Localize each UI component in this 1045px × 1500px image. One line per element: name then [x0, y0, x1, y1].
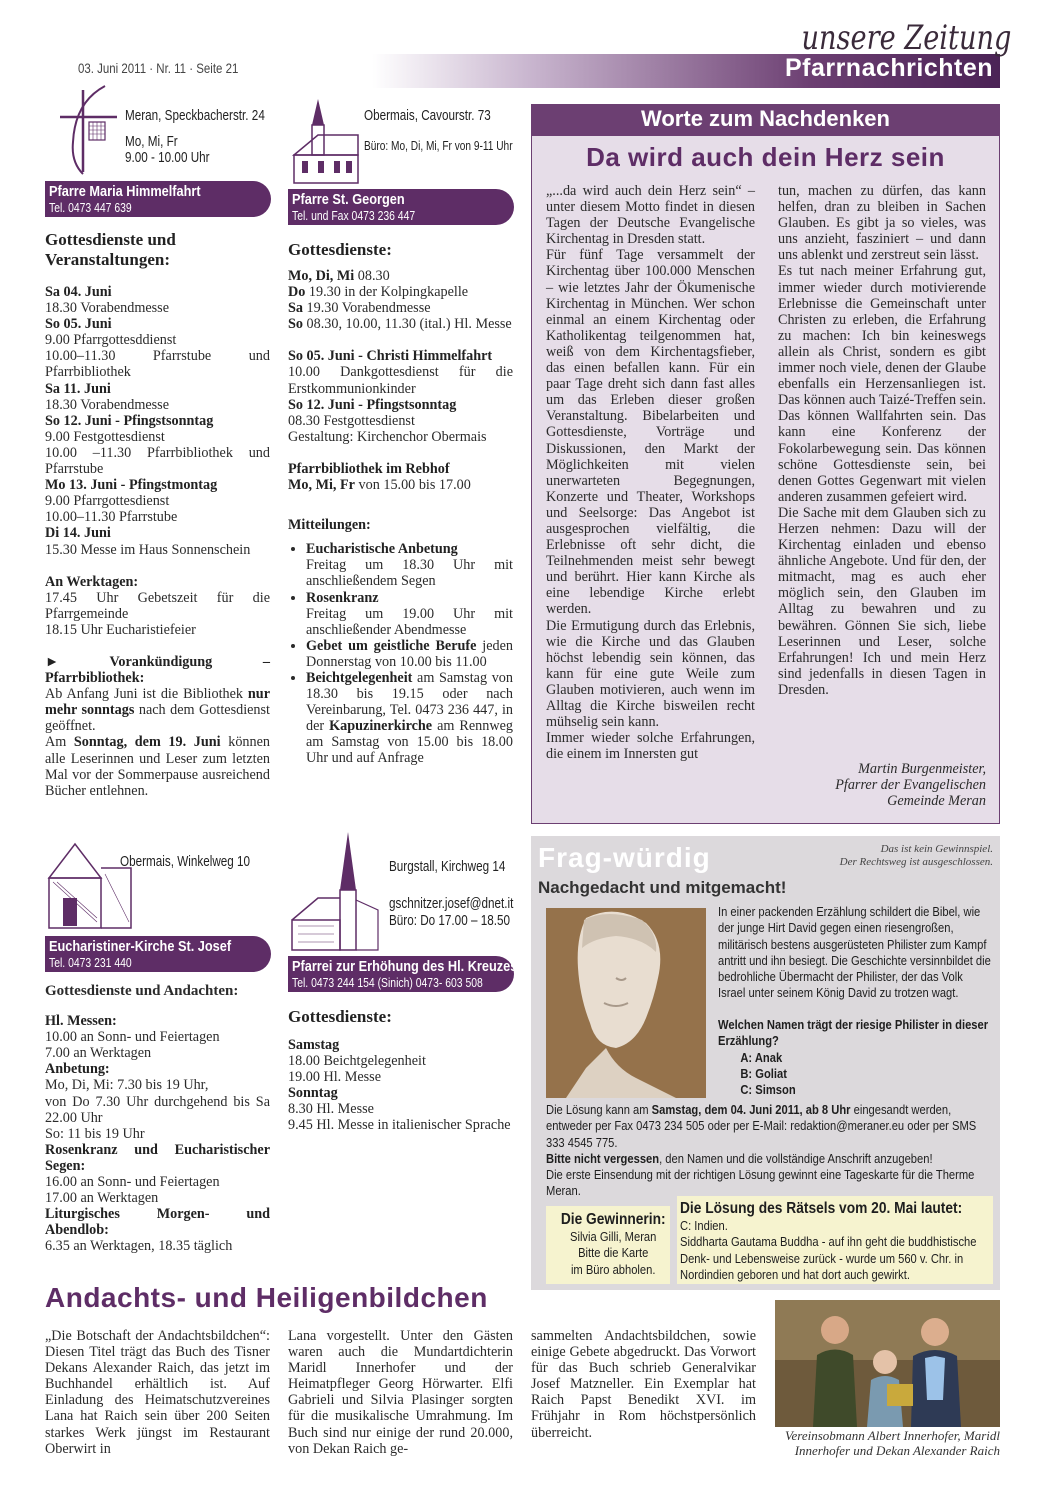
worte-paragraph: Immer wieder solche Erfahrungen, die einem im Innersten gut — [546, 730, 755, 763]
article-column-2: Lana vorgestellt. Unter den Gästen waren auch die Mundartdichterin Maridl Innerhofer und der Heimatpfleger Georg Hörwarter. Elfi Gabrieli und Silvia Plasinger sorgten für die musikalische Umrahmung. Im Buch sind nur einige der rund 20.000, von Dekan Raich ge- — [288, 1328, 513, 1457]
parish1-tel: Tel. 0473 447 639 — [49, 200, 132, 215]
answer-c: C: Simson — [740, 1082, 796, 1098]
parish2-schedule: Gottesdienste: Mo, Di, Mi 08.30 Do 19.30 in der Kolpingkapelle Sa 19.30 Vorabendmesse So 08.30, 10.00, 11.30 (ital.) Hl. Messe So 05. Juni - Christi Himmelfahrt 10.00 Dankgottesdienst für die Erstkommunionkinder So 12. Juni - Pfingstsonntag 08.30 Festgottesdienst Gestaltung: Kirchenchor Obermais Pfarrbibliothek im Rebhof Mo, Mi, Fr von 15.00 bis 17.00 Mitteilungen: • Eucharistische Anbetung Freitag um 18.30 Uhr mit anschließendem Segen • Rosenkranz Freitag um 19.00 Uhr mit anschließender Abendmesse • Gebet um geistliche Berufe jeden Donnerstag von 10.00 bis 11.00 • Beichtgelegenheit am Samstag von 18.30 bis 19.15 oder nach Vereinbarung, Tel. 0473 236 447, in der Kapuzinerkirche am Rennweg am Samstag von 15.00 bis 18.00 Uhr und auf Anfrage — [288, 240, 513, 767]
schedule-entry-text: 10.00 an Sonn- und Feiertagen 7.00 an Werktagen — [45, 1029, 220, 1062]
parish2-hours: Büro: Mo, Di, Mi, Fr von 9-11 Uhr — [364, 138, 513, 153]
parish1-name-bar — [45, 181, 271, 217]
parish4-tel: Tel. 0473 244 154 (Sinich) 0473- 603 508 — [292, 975, 483, 990]
frag-subtitle: Nachgedacht und mitgemacht! — [538, 878, 787, 897]
frag-solution-info: Die Lösung kann am Samstag, dem 04. Juni 2011, ab 8 Uhr eingesandt werden, entweder per Fax 0473 234 505 oder per E-Mail: redaktion@meraner.eu oder per SMS 333 4545 775. Bitte nicht vergessen, den Namen und die vollständige Anschrift anzugeben! Die erste Einsendung mit der richtigen Lösung gewinnt eine Tageskarte für die Therme Meran. — [546, 1102, 977, 1199]
worte-column-2 — [778, 183, 986, 698]
newspaper-logo: unsere Zeitung — [801, 18, 1011, 58]
parish3-schedule: Gottesdienste und Andachten: Hl. Messen: 10.00 an Sonn- und Feiertagen 7.00 an Werktagen Anbetung: Mo, Di, Mi: 7.30 bis 19 Uhr, von Do 7.30 Uhr durchgehend bis Sa 22.00 Uhr So: 11 bis 19 Uhr Rosenkranz und Eucharistischer Segen: 16.00 an Sonn- und Feiertagen 17.00 an Werktagen Liturgisches Morgen- und Abendlob: 6.35 an Werktagen, 18.35 täglich — [45, 983, 270, 1255]
parish2-name: Pfarre St. Georgen — [292, 191, 405, 208]
mitteilung-item: • Rosenkranz Freitag um 19.00 Uhr mit anschließender Abendmesse — [306, 590, 513, 638]
schedule-entry-text: 18.00 Beichtgelegenheit 19.00 Hl. Messe — [288, 1053, 426, 1086]
worte-paragraph: Es tut nach meiner Erfahrung gut, immer wieder durch motivierende Erlebnisse die Gemeinschaft unter Christen zu erleben, die Erfahrung zu machen: Ich bin keineswegs allein als Christ, sondern es gibt immer noch viele, denen der Glaube ebenfalls ein Herzensanliegen ist. Das können auch Taizé-Treffen sein. Das können Wallfahrten sein. Das kann eine Konferenz der Fokolarbewegung sein. Das können schöne Gottesdienste sein, bei denen Gottes Gegenwart mit vielen anderen zusammen gefeiert wird. — [778, 263, 986, 505]
schedule-entry-text: 9.00 Festgottesdienst 10.00 –11.30 Pfarrbibliothek und Pfarrstube — [45, 428, 270, 478]
worte-paragraph: Die Sache mit dem Glauben sich zu Herzen nehmen: Dazu will der Kirchentag einladen und ebenso ähnliche Angebote. Und für den, der mitmacht, mag es auch eher möglich sein, den Glauben im Alltag zu bewahren und zu bewähren. Gönnen Sie sich, liebe Leserinnen und Leser, solche Erfahrungen! Ich und mein Herz sind jedenfalls in diesen Tagen in Dresden. — [778, 504, 986, 698]
answer-a: A: Anak — [740, 1049, 783, 1065]
church-hl-kreuz-icon — [288, 830, 380, 954]
cross-logo — [55, 82, 125, 176]
parish2-name-bar — [288, 189, 514, 225]
worte-paragraph: Für fünf Tage versammelt der Kirchentag über 100.000 Menschen – wie letztes Jahr der Ökumenische Kirchentag in München. Wer schon einmal an einem Kirchentag oder Katholikentag teilgenommen hat, weiß von dem Kirchentagsfieber, das einen befallen kann. Für ein paar Tage dreht sich dann fast alles um das Erleben dieser großen Veranstaltung. Bibelarbeiten und Gottesdienste, Vorträge und Diskussionen, den Markt der Möglichkeiten mit vielen unerwarteten Begegnungen, Konzerte und Theater, Workshops und Seelsorge: Das Angebot ist ausgesprochen vielfältig, die Erlebnisse oft sehr dicht, die Teilnehmenden meist sehr bewegt und berührt. Hier kann Kirche als eine lebendige Kirche erlebt werden. — [546, 247, 755, 618]
parish3-tel: Tel. 0473 231 440 — [49, 955, 132, 970]
schedule-entry-title: Sonntag — [288, 1085, 338, 1102]
schedule-entry-text: 6.35 an Werktagen, 18.35 täglich — [45, 1238, 233, 1255]
mitteilung-item: • Gebet um geistliche Berufe jeden Donnerstag von 10.00 bis 11.00 — [306, 638, 513, 670]
parish4-name-bar — [288, 956, 518, 992]
photo-caption: Vereinsobmann Albert Innerhofer, Maridl Innerhofer und Dekan Alexander Raich — [785, 1428, 1000, 1458]
schedule-entry-title: So 12. Juni - Pfingstsonntag — [45, 412, 214, 429]
worte-bar-title: Worte zum Nachdenken — [641, 106, 890, 131]
parish3-name-bar — [45, 936, 271, 972]
schedule-entry-title: Hl. Messen: — [45, 1013, 117, 1030]
worte-column-1 — [546, 183, 755, 762]
article-photo — [775, 1300, 1000, 1427]
parish4-schedule: Gottesdienste: Samstag 18.00 Beichtgelegenheit 19.00 Hl. Messe Sonntag 8.30 Hl. Messe 9.45 Hl. Messe in italienischer Sprache — [288, 1007, 513, 1134]
frag-question: Welchen Namen trägt der riesige Philister in dieser Erzählung? A: Anak B: Goliat C: Simson — [718, 1017, 993, 1098]
schedule-entry-text: 9.00 Pfarrgottesddienst 10.00–11.30 Pfarrstube und Pfarrbibliothek — [45, 332, 270, 381]
solution-note: Die Lösung des Rätsels vom 20. Mai lautet: C: Indien. Siddharta Gautama Buddha - auf ihn geht die buddhistische Denk- und Lebensweise zurück - wurde um 560 v. Chr. in Nordindien geboren und hat dort auch gewirkt. — [677, 1196, 993, 1284]
parish4-address: Burgstall, Kirchweg 14 — [389, 858, 506, 875]
parish1-schedule: Sa 04. Juni 18.30 Vorabendmesse So 05. Juni 9.00 Pfarrgottesddienst 10.00–11.30 Pfarrstube und Pfarrbibliothek Sa 11. Juni 18.30 Vorabendmesse So 12. Juni - Pfingstsonntag 9.00 Festgottesdienst 10.00 –11.30 Pfarrbibliothek und Pfarrstube Mo 13. Juni - Pfingstmontag 9.00 Pfarrgottesdienst 10.00–11.30 Pfarrstube Di 14. Juni 15.30 Messe im Haus Sonnenschein An Werktagen: 17.45 Uhr Gebetszeit für die Pfarrgemeinde 18.15 Uhr Eucharistiefeier ► Vorankündigung – Pfarrbibliothek: Ab Anfang Juni ist die Bibliothek nur mehr sonntags nach dem Gottesdienst geöffnet. Am Sonntag, dem 19. Juni können alle Leserinnen und Leser zum letzten Mal vor der Sommerpause ausreichend Bücher entlehnen. — [45, 284, 271, 799]
parish3-address: Obermais, Winkelweg 10 — [120, 853, 251, 870]
parish1-name: Pfarre Maria Himmelfahrt — [49, 183, 201, 200]
schedule-entry-title: So 05. Juni — [45, 316, 112, 333]
parish2-tel: Tel. und Fax 0473 236 447 — [292, 208, 416, 223]
schedule-entry-text: Mo, Di, Mi: 7.30 bis 19 Uhr, von Do 7.30 Uhr durchgehend bis Sa 22.00 Uhr So: 11 bis 19 Uhr — [45, 1077, 270, 1142]
schedule-entry-text: 18.30 Vorabendmesse — [45, 396, 169, 413]
mitteilung-item: • Eucharistische Anbetung Freitag um 18.30 Uhr mit anschließendem Segen — [306, 541, 513, 589]
schedule-entry-title: Mo 13. Juni - Pfingstmontag — [45, 477, 218, 494]
answer-b: B: Goliat — [740, 1065, 787, 1081]
parish2-address: Obermais, Cavourstr. 73 — [364, 107, 491, 124]
worte-headline: Da wird auch dein Herz sein — [586, 142, 945, 172]
schedule-entry-title: Rosenkranz und Eucharistischer Segen: — [45, 1141, 270, 1174]
mitteilung-item: • Beichtgelegenheit am Samstag von 18.30 bis 19.15 oder nach Vereinbarung, Tel. 0473 236 447, in der Kapuzinerkirche am Rennweg am Samstag von 15.00 bis 18.00 Uhr und auf Anfrage — [306, 670, 513, 767]
date-line: 03. Juni 2011 · Nr. 11 · Seite 21 — [78, 60, 239, 76]
parish1-heading: Gottesdienste und Veranstaltungen: — [45, 230, 176, 269]
church-st-georgen-icon — [288, 95, 360, 187]
schedule-entry-title: Liturgisches Morgen- und Abendlob: — [45, 1206, 270, 1239]
article-column-3: sammelten Andachtsbildchen, sowie einige Gebete abgedruckt. Das Vorwort für das Buch schrieb Generalvikar Josef Matzneller. Ein Exemplar hat Raich Papst Benedikt XVI. im Frühjahr in Rom höchstpersönlich überreicht. — [531, 1328, 756, 1441]
worte-signature: Martin Burgenmeister, Pfarrer der Evangelischen Gemeinde Meran — [835, 761, 986, 810]
schedule-entry-title: Di 14. Juni — [45, 525, 111, 542]
parish3-name: Eucharistiner-Kirche St. Josef — [49, 938, 232, 955]
schedule-entry-text: 15.30 Messe im Haus Sonnenschein — [45, 541, 251, 558]
article-column-1: „Die Botschaft der Andachtsbildchen“: Diesen Titel trägt das Buch des Tisner Dekans Alexander Raich, das jetzt im Buchhandel erhältlich ist. Auf Einladung des Heimatschutzvereines Lana hat Raich sein über 200 Seiten starkes Werk jüngst im Restaurant Oberwirt in — [45, 1328, 270, 1457]
parish1-hours-days: Mo, Mi, Fr — [125, 133, 178, 150]
worte-paragraph: „...da wird auch dein Herz sein“ – unter diesem Motto findet in diesen Tagen der Deutsche Evangelische Kirchentag in Dresden statt. — [546, 183, 755, 248]
section-title: Pfarrnachrichten — [784, 54, 993, 82]
schedule-entry-title: Sa 04. Juni — [45, 284, 112, 300]
schedule-entry-text: 16.00 an Sonn- und Feiertagen 17.00 an Werktagen — [45, 1174, 220, 1207]
worte-paragraph: Die Ermutigung durch das Erlebnis, wie die Kirche und das Glauben höchst lebendig sein können, das kann für eine gute Weile zum Glauben motivieren, auch wenn im Alltag die Kirche bisweilen recht mühselig sein kann. — [546, 617, 755, 731]
parish4-hours: Büro: Do 17.00 – 18.50 — [389, 912, 510, 929]
parish1-address: Meran, Speckbacherstr. 24 — [125, 107, 265, 124]
worte-paragraph: tun, machen zu dürfen, das kann helfen, dran zu bleiben in Sachen Glauben. Es gibt ja so vieles, was uns anzieht, fasziniert – und dann uns ablenkt und zerstreut sein lässt. — [778, 183, 986, 264]
frag-disclaimer: Das ist kein Gewinnspiel. Der Rechtsweg ist ausgeschlossen. — [839, 843, 993, 868]
david-statue-image — [546, 908, 706, 1098]
frag-title: Frag-würdig — [538, 842, 711, 873]
frag-intro: In einer packenden Erzählung schildert die Bibel, wie der junge Hirt David gegen einen riesengroßen, militärisch bestens ausgerüsteten Philister zum Kampf antritt und ihn besiegt. Die Geschichte versinnbildet die bedrohliche Übermacht der Philister, der das Volk Israel unter seinem König David zu trotzen wagt. — [718, 904, 991, 1001]
schedule-entry-text: 8.30 Hl. Messe 9.45 Hl. Messe in italienischer Sprache — [288, 1101, 511, 1134]
schedule-entry-title: Anbetung: — [45, 1061, 110, 1078]
parish4-name: Pfarrei zur Erhöhung des Hl. Kreuzes — [292, 958, 518, 975]
parish4-email[interactable]: gschnitzer.josef@dnet.it — [389, 895, 514, 912]
parish1-hours-time: 9.00 - 10.00 Uhr — [125, 149, 210, 166]
schedule-entry-text: 9.00 Pfarrgottesdienst 10.00–11.30 Pfarrstube — [45, 493, 178, 526]
schedule-entry-title: Sa 11. Juni — [45, 380, 111, 397]
winner-note: Die Gewinnerin: Silvia Gilli, Meran Bitte die Karte im Büro abholen. — [546, 1206, 670, 1284]
schedule-entry-title: Samstag — [288, 1037, 340, 1053]
article-headline: Andachts- und Heiligenbildchen — [45, 1282, 488, 1313]
schedule-entry-text: 18.30 Vorabendmesse — [45, 300, 169, 317]
